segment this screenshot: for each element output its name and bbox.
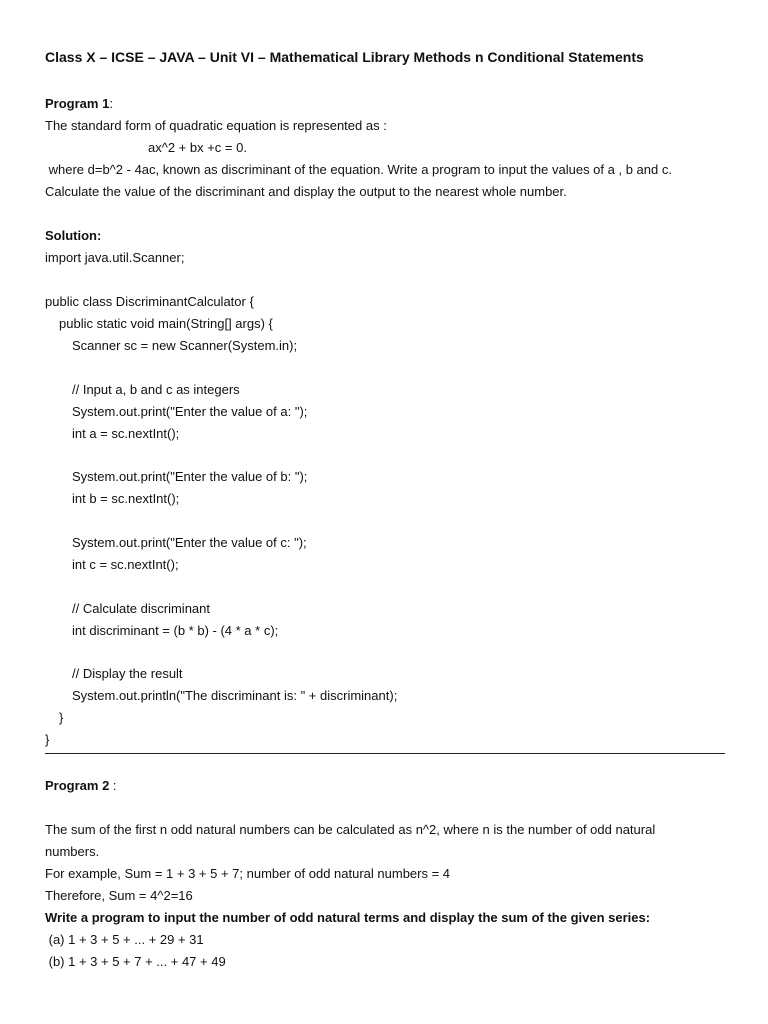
- quadratic-equation: ax^2 + bx +c = 0.: [148, 140, 247, 155]
- code-closing-brace: }: [45, 732, 50, 747]
- program1-description-line1: where d=b^2 - 4ac, known as discriminant of the equation. Write a program to input the values of a , b and c.: [45, 162, 672, 177]
- program2-heading: [45, 778, 117, 794]
- program2-task: Write a program to input the number of odd natural terms and display the sum of the given series:: [45, 910, 651, 925]
- page-title: Class X – ICSE – JAVA – Unit VI – Mathematical Library Methods n Conditional Statements: [45, 49, 644, 65]
- program2-paragraph-line1: The sum of the first n odd natural numbers can be calculated as n^2, where n is the number of odd natural: [45, 822, 656, 837]
- code-line: public class DiscriminantCalculator {: [45, 294, 254, 309]
- solution-label: Solution:: [45, 228, 102, 243]
- program2-example: For example, Sum = 1 + 3 + 5 + 7; number of odd natural numbers = 4: [45, 866, 451, 881]
- program1-heading-suffix: :: [109, 96, 113, 111]
- program2-heading-suffix: :: [109, 778, 117, 793]
- program1-intro: The standard form of quadratic equation is represented as :: [45, 118, 387, 133]
- code-line: int b = sc.nextInt();: [72, 491, 180, 506]
- program1-heading-label: Program 1: [45, 96, 110, 111]
- program2-paragraph-line2: numbers.: [45, 844, 100, 859]
- series-b: (b) 1 + 3 + 5 + 7 + ... + 47 + 49: [45, 954, 226, 969]
- program2-result: Therefore, Sum = 4^2=16: [45, 888, 193, 903]
- code-comment: // Calculate discriminant: [72, 601, 210, 616]
- section-divider: [45, 753, 725, 754]
- code-comment: // Display the result: [72, 666, 183, 681]
- series-a: (a) 1 + 3 + 5 + ... + 29 + 31: [45, 932, 204, 947]
- code-line: System.out.print("Enter the value of b: ");: [72, 469, 308, 484]
- code-line: public static void main(String[] args) {: [59, 316, 273, 331]
- program1-description-line2: Calculate the value of the discriminant and display the output to the nearest whole number.: [45, 184, 567, 199]
- code-line: System.out.println("The discriminant is: " + discriminant);: [72, 688, 398, 703]
- code-line: System.out.print("Enter the value of c: ");: [72, 535, 307, 550]
- code-line: int discriminant = (b * b) - (4 * a * c);: [72, 623, 279, 638]
- program2-heading-label: Program 2: [45, 778, 110, 793]
- code-comment: // Input a, b and c as integers: [72, 382, 240, 397]
- code-closing-brace: }: [59, 710, 64, 725]
- program1-heading: [45, 96, 113, 112]
- code-line: System.out.print("Enter the value of a: ");: [72, 404, 308, 419]
- code-line: import java.util.Scanner;: [45, 250, 185, 265]
- code-line: Scanner sc = new Scanner(System.in);: [72, 338, 298, 353]
- code-line: int c = sc.nextInt();: [72, 557, 179, 572]
- code-line: int a = sc.nextInt();: [72, 426, 180, 441]
